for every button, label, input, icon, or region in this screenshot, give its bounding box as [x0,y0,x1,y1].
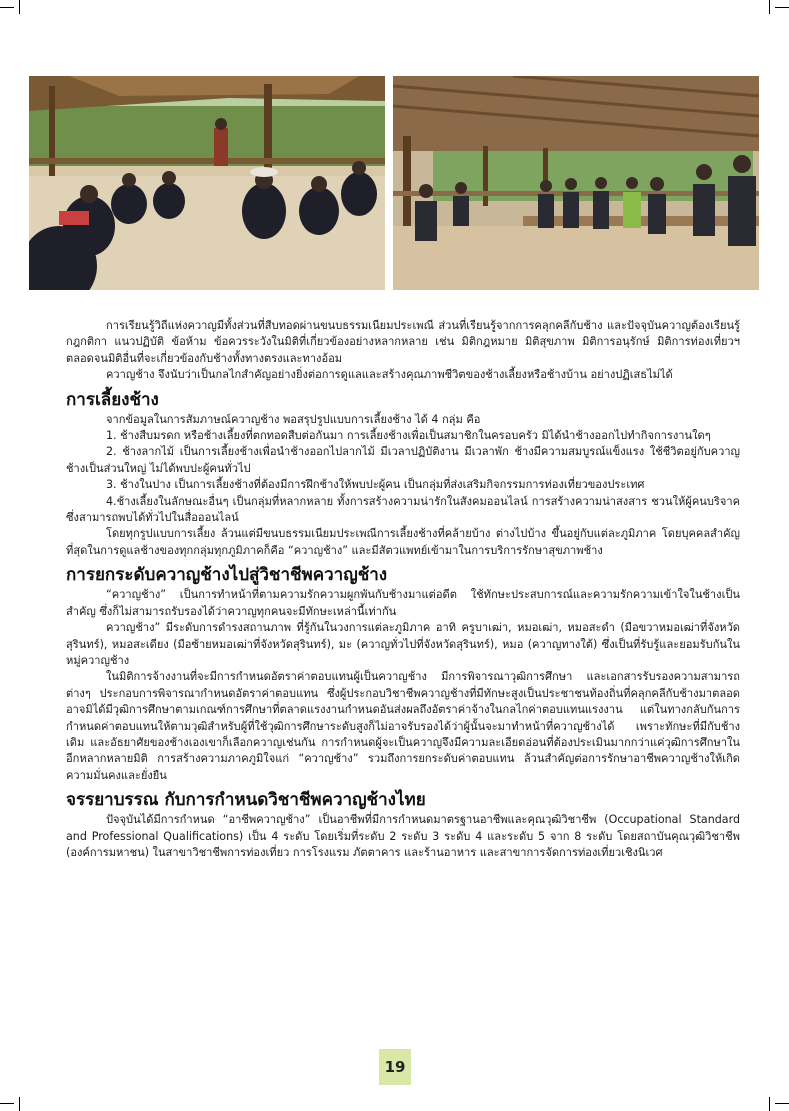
crop-mark [19,1097,20,1111]
section-paragraph: 2. ช้างลากไม้ เป็นการเลี้ยงช้างเพื่อนำช้างออกไปลากไม้ มีเวลาปฏิบัติงาน มีเวลาพัก ช้างมีความสมบูรณ์แข็งแรง ใช้ชีวิตอยู่กับควาญช้างเป็นส่วนใหญ่ ไม่ได้พบปะผู้คนทั่วไป [66,445,740,475]
section-heading-ethics: จรรยาบรรณ กับการกำหนดวิชาชีพควาญช้างไทย [66,790,426,811]
section-paragraph: 4.ช้างเลี้ยงในลักษณะอื่นๆ เป็นกลุ่มที่หลากหลาย ทั้งการสร้างความน่ารักในสังคมออนไลน์ การสร้างความน่าสงสาร ชวนให้ผู้คนบริจาค ซึ่งสามารถพบได้ทั่วไปในสื่อออนไลน์ [66,494,740,525]
section-paragraph: ในมิติการจ้างงานที่จะมีการกำหนดอัตราค่าตอบแทนผู้เป็นควาญช้าง มีการพิจารณาวุฒิการศึกษา และเอกสารรับรองความสามารถต่างๆ ประกอบการพิจารณากำหนดอัตราค่าตอบแทน ซึ่งผู้ประกอบวิชาชีพควาญช้างที่มีทักษะสูงเป็นประชาชนท้องถิ่นที่คลุกคลีกับช้างมาตลอด อาจมิได้มีวุฒิการศึกษาตามเกณฑ์การศึกษาที่ตลาดแรงงานกำหนดอันส่งผลถึงอัตราค่าจ้างในกลไกค่าตอบแทนแรงงาน แต่ในทางกลับกันการกำหนดค่าตอบแทนให้ตามวุฒิสำหรับผู้ที่ใช้วุฒิการศึกษาระดับสูงก็ไม่อาจรับรองได้ว่าผู้นั้นจะมาทำหน้าที่ควาญช้างได้ เพราะทักษะที่มีกับช้างเดิม และอัธยาศัยของช้างเองเขาก็เลือกควาญเช่นกัน การกำหนดผู้จะเป็นควาญจึงมีความละเอียดอ่อนที่ต้องประเมินมากกว่าแค่วุฒิการศึกษาในอีกหลากหลายมิติ การสร้างความภาคภูมิใจแก่ “ควาญช้าง” รวมถึงการยกระดับค่าตอบแทน ล้วนสำคัญต่อการรักษาอาชีพควาญช้างให้เกิดความมั่นคงและยั่งยืน [66,670,740,782]
crop-mark [19,0,20,14]
crop-mark [775,7,789,8]
page-number: 19 [379,1049,411,1085]
crop-mark [0,1103,14,1104]
section-heading-mahout-profession: การยกระดับควาญช้างไปสู่วิชาชีพควาญช้าง [66,565,388,586]
section-paragraph: ปัจจุบันได้มีการกำหนด “อาชีพควาญช้าง” เป็นอาชีพที่มีการกำหนดมาตรฐานอาชีพและคุณวุฒิวิชาชีพ (Occupational Standard and Professional Qualifications) เป็น 4 ระดับ โดยเริ่มที่ระดับ 2 ระดับ 3 ระดับ 4 และระดับ 5 จาก 8 ระดับ โดยสถาบันคุณวุฒิวิชาชีพ (องค์การมหาชน) ในสาขาวิชาชีพการท่องเที่ยว การโรงแรม ภัตตาคาร และร้านอาหาร และสาขาการจัดการท่องเที่ยวเชิงนิเวศ [66,813,740,859]
section-heading-elephant-raising: การเลี้ยงช้าง [66,389,159,410]
section-paragraph: โดยทุกรูปแบบการเลี้ยง ล้วนแต่มีขนบธรรมเนียมประเพณีการเลี้ยงช้างที่คล้ายบ้าง ต่างไปบ้าง ขึ้นอยู่กับแต่ละภูมิภาค โดยบุคคลสำคัญที่สุดในการดูแลช้างของทุกกลุ่มทุกภูมิภาคก็คือ “ควาญช้าง” และมีสัตวแพทย์เข้ามาในการบริการรักษาสุขภาพช้าง [66,527,740,557]
article-body [66,318,740,861]
crop-mark [769,0,770,14]
photo-mahouts-bench-pavilion [393,76,759,290]
intro-paragraph: ควาญช้าง จึงนับว่าเป็นกลไกสำคัญอย่างยิ่งต่อการดูแลและสร้างคุณภาพชีวิตของช้างเลี้ยงหรือช้างบ้าน อย่างปฏิเสธไม่ได้ [106,368,673,382]
section-paragraph: “ควาญช้าง” เป็นการทำหน้าที่ตามความรักความผูกพันกับช้างมาแต่อดีต ใช้ทักษะประสบการณ์และความรักความเข้าใจในช้างเป็นสำคัญ ซึ่งก็ไม่สามารถรับรองได้ว่าควาญทุกคนจะมีทักษะเหล่านี้เท่ากัน [66,588,740,618]
section-paragraph: ควาญช้าง” มีระดับการดำรงสถานภาพ ที่รู้กันในวงการแต่ละภูมิภาค อาทิ ครูบาเฒ่า, หมอเฒ่า, หมอสะดำ (มือขวาหมอเฒ่าที่จังหวัดสุรินทร์), หมอสะเดียง (มือซ้ายหมอเฒ่าที่จังหวัดสุรินทร์), มะ (ควาญทั่วไปที่จังหวัดสุรินทร์), หมอ (ควาญทางใต้) ซึ่งเป็นที่รับรู้และยอมรับกันในหมู่ควาญช้าง [66,621,740,667]
section-paragraph: จากข้อมูลในการสัมภาษณ์ควาญช้าง พอสรุปรูปแบบการเลี้ยงช้าง ได้ 4 กลุ่ม คือ [106,412,481,426]
crop-mark [769,1097,770,1111]
intro-paragraph: การเรียนรู้วิถีแห่งควาญมีทั้งส่วนที่สืบทอดผ่านขนบธรรมเนียมประเพณี ส่วนที่เรียนรู้จากการคลุกคลีกับช้าง และปัจจุบันควาญต้องเรียนรู้กฎกติกา แนวปฏิบัติ ข้อห้าม ข้อควรระวังในมิติที่เกี่ยวข้องอย่างหลากหลาย เช่น มิติกฎหมาย มิติสุขภาพ มิติการอนุรักษ์ มิติการท่องเที่ยวฯ ตลอดจนมิติอื่นที่จะเกี่ยวข้องกับช้างทั้งทางตรงและทางอ้อม [66,319,740,365]
section-paragraph: 3. ช้างในปาง เป็นการเลี้ยงช้างที่ต้องมีการฝึกช้างให้พบปะผู้คน เป็นกลุ่มที่ส่งเสริมกิจกรรมการท่องเที่ยวของประเทศ [106,478,645,492]
crop-mark [0,7,14,8]
photo-mahouts-seated-circle [29,76,385,290]
section-paragraph: 1. ช้างสืบมรดก หรือช้างเลี้ยงที่ตกทอดสืบต่อกันมา การเลี้ยงช้างเพื่อเป็นสมาชิกในครอบครัว มิได้นำช้างออกไปทำกิจการงานใดๆ [106,429,711,443]
crop-mark [775,1103,789,1104]
